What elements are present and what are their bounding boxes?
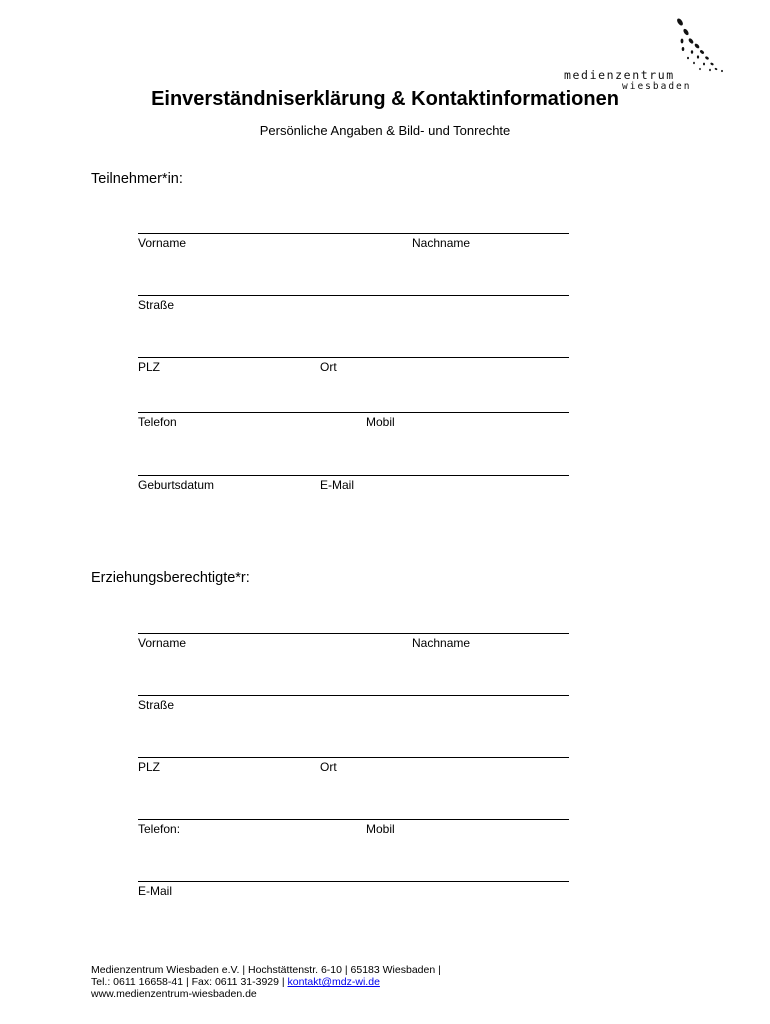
guardian-mobil-label: Mobil: [366, 822, 395, 836]
logo-wordmark: medienzentrum: [564, 68, 675, 82]
participant-birth-email-line[interactable]: [138, 475, 569, 476]
participant-city-line[interactable]: [138, 357, 569, 358]
participant-heading: Teilnehmer*in:: [91, 171, 183, 187]
participant-name-line[interactable]: [138, 233, 569, 234]
footer-email-link[interactable]: kontakt@mdz-wi.de: [287, 976, 380, 988]
participant-nachname-label: Nachname: [412, 236, 471, 250]
participant-email-label: E-Mail: [320, 478, 355, 492]
footer-address: Medienzentrum Wiesbaden e.V. | Hochstättenstr. 6-10 | 65183 Wiesbaden |: [91, 964, 441, 976]
footer: [91, 964, 441, 1000]
guardian-phone-line[interactable]: [138, 819, 569, 820]
guardian-nachname-label: Nachname: [412, 636, 471, 650]
guardian-heading: Erziehungsberechtigte*r:: [91, 570, 250, 586]
guardian-vorname-label: Vorname: [138, 636, 187, 650]
logo-mark-icon: [560, 14, 730, 74]
guardian-plz-label: PLZ: [138, 760, 161, 774]
footer-website: www.medienzentrum-wiesbaden.de: [91, 988, 257, 1000]
guardian-telefon-label: Telefon:: [138, 822, 181, 836]
participant-telefon-label: Telefon: [138, 415, 177, 429]
guardian-email-label: E-Mail: [138, 884, 173, 898]
footer-contact: [91, 976, 441, 988]
footer-phone-fax: Tel.: 0611 16658-41 | Fax: 0611 31-3929 |: [91, 976, 288, 988]
guardian-email-line[interactable]: [138, 881, 569, 882]
logo: [560, 14, 730, 98]
participant-strasse-label: Straße: [138, 298, 175, 312]
participant-geburtsdatum-label: Geburtsdatum: [138, 478, 215, 492]
page-subtitle: Persönliche Angaben & Bild- und Tonrechte: [259, 123, 511, 138]
page-title: Einverständniserklärung & Kontaktinformationen: [151, 88, 619, 110]
participant-plz-label: PLZ: [138, 360, 161, 374]
participant-mobil-label: Mobil: [366, 415, 395, 429]
participant-vorname-label: Vorname: [138, 236, 187, 250]
guardian-strasse-label: Straße: [138, 698, 175, 712]
guardian-name-line[interactable]: [138, 633, 569, 634]
participant-street-line[interactable]: [138, 295, 569, 296]
guardian-city-line[interactable]: [138, 757, 569, 758]
participant-ort-label: Ort: [320, 360, 337, 374]
guardian-street-line[interactable]: [138, 695, 569, 696]
guardian-ort-label: Ort: [320, 760, 337, 774]
logo-city: wiesbaden: [622, 81, 692, 92]
participant-phone-line[interactable]: [138, 412, 569, 413]
